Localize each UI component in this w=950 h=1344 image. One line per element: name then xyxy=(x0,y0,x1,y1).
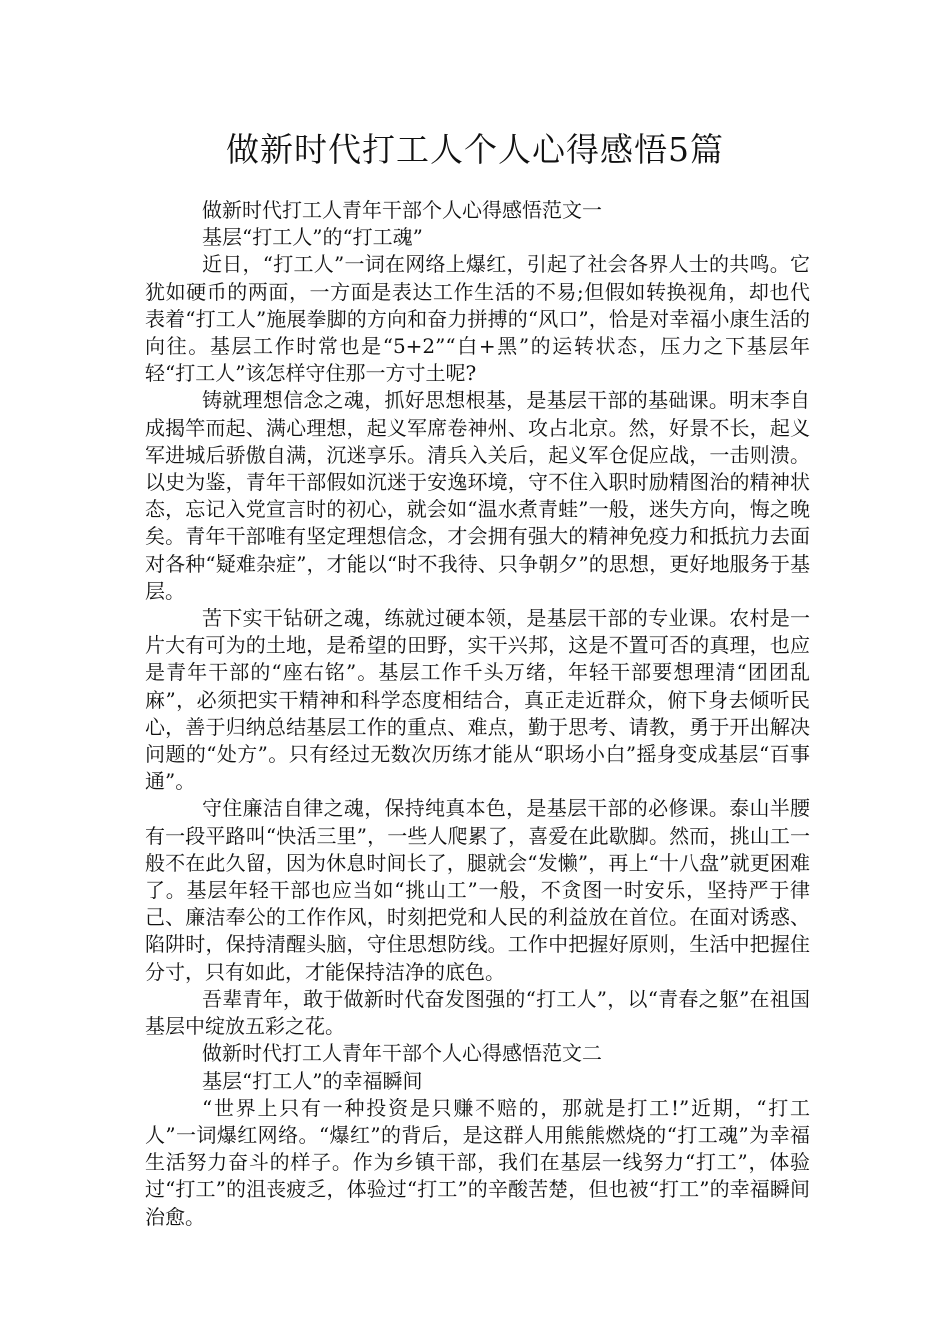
section-heading: 做新时代打工人青年干部个人心得感悟范文一 xyxy=(202,198,602,222)
body-paragraph: 苦下实干钻研之魂，练就过硬本领，是基层干部的专业课。农村是一片大有可为的土地，是希望的田野，实干兴邦，这是不置可否的真理，也应是青年干部的“座右铭”。基层工作千头万绪，年轻干部要想理清“团团乱麻”，必须把实干精神和科学态度相结合，真正走近群众，俯下身去倾听民心，善于归纳总结基层工作的重点、难点，勤于思考、请教，勇于开出解决问题的“处方”。只有经过无数次历练才能从“职场小白”摇身变成基层“百事通”。 xyxy=(145,606,810,794)
section-heading: 做新时代打工人青年干部个人心得感悟范文二 xyxy=(202,1041,602,1066)
section-subtitle: 基层“打工人”的幸福瞬间 xyxy=(202,1068,423,1093)
body-paragraph: 守住廉洁自律之魂，保持纯真本色，是基层干部的必修课。泰山半腰有一段平路叫“快活三里”，一些人爬累了，喜爱在此歇脚。然而，挑山工一般不在此久留，因为休息时间长了，腿就会“发懒”，再上“十八盘”就更困难了。基层年轻干部也应当如“挑山工”一般，不贪图一时安乐，坚持严于律己、廉洁奉公的工作作风，时刻把党和人民的利益放在首位。在面对诱惑、陷阱时，保持清醒头脑，守住思想防线。工作中把握好原则，生活中把握住分寸，只有如此，才能保持洁净的底色。 xyxy=(145,796,810,984)
body-paragraph: 近日，“打工人”一词在网络上爆红，引起了社会各界人士的共鸣。它犹如硬币的两面，一方面是表达工作生活的不易;但假如转换视角，却也代表着“打工人”施展拳脚的方向和奋力拼搏的“风口”，恰是对幸福小康生活的向往。基层工作时常也是“5+2”“白+黑”的运转状态，压力之下基层年轻“打工人”该怎样守住那一方寸土呢? xyxy=(145,252,810,386)
section-subtitle: 基层“打工人”的“打工魂” xyxy=(202,225,423,250)
body-paragraph: 铸就理想信念之魂，抓好思想根基，是基层干部的基础课。明末李自成揭竿而起、满心理想，起义军席卷神州、攻占北京。然，好景不长，起义军进城后骄傲自满，沉迷享乐。清兵入关后，起义军仓促应战，一击则溃。以史为鉴，青年干部假如沉迷于安逸环境，守不住入职时励精图治的精神状态，忘记入党宣言时的初心，就会如“温水煮青蛙”一般，迷失方向，悔之晚矣。青年干部唯有坚定理想信念，才会拥有强大的精神免疫力和抵抗力去面对各种“疑难杂症”，才能以“时不我待、只争朝夕”的思想，更好地服务于基层。 xyxy=(145,388,810,603)
document-body xyxy=(145,197,810,1231)
body-paragraph: “世界上只有一种投资是只赚不赔的，那就是打工!”近期，“打工人”一词爆红网络。“爆红”的背后，是这群人用熊熊燃烧的“打工魂”为幸福生活努力奋斗的样子。作为乡镇干部，我们在基层一线努力“打工”，体验过“打工”的沮丧疲乏，体验过“打工”的辛酸苦楚，但也被“打工”的幸福瞬间治愈。 xyxy=(145,1095,810,1229)
document-title: 做新时代打工人个人心得感悟5篇 xyxy=(226,130,724,169)
body-paragraph: 吾辈青年，敢于做新时代奋发图强的“打工人”，以“青春之躯”在祖国基层中绽放五彩之花。 xyxy=(145,986,810,1039)
